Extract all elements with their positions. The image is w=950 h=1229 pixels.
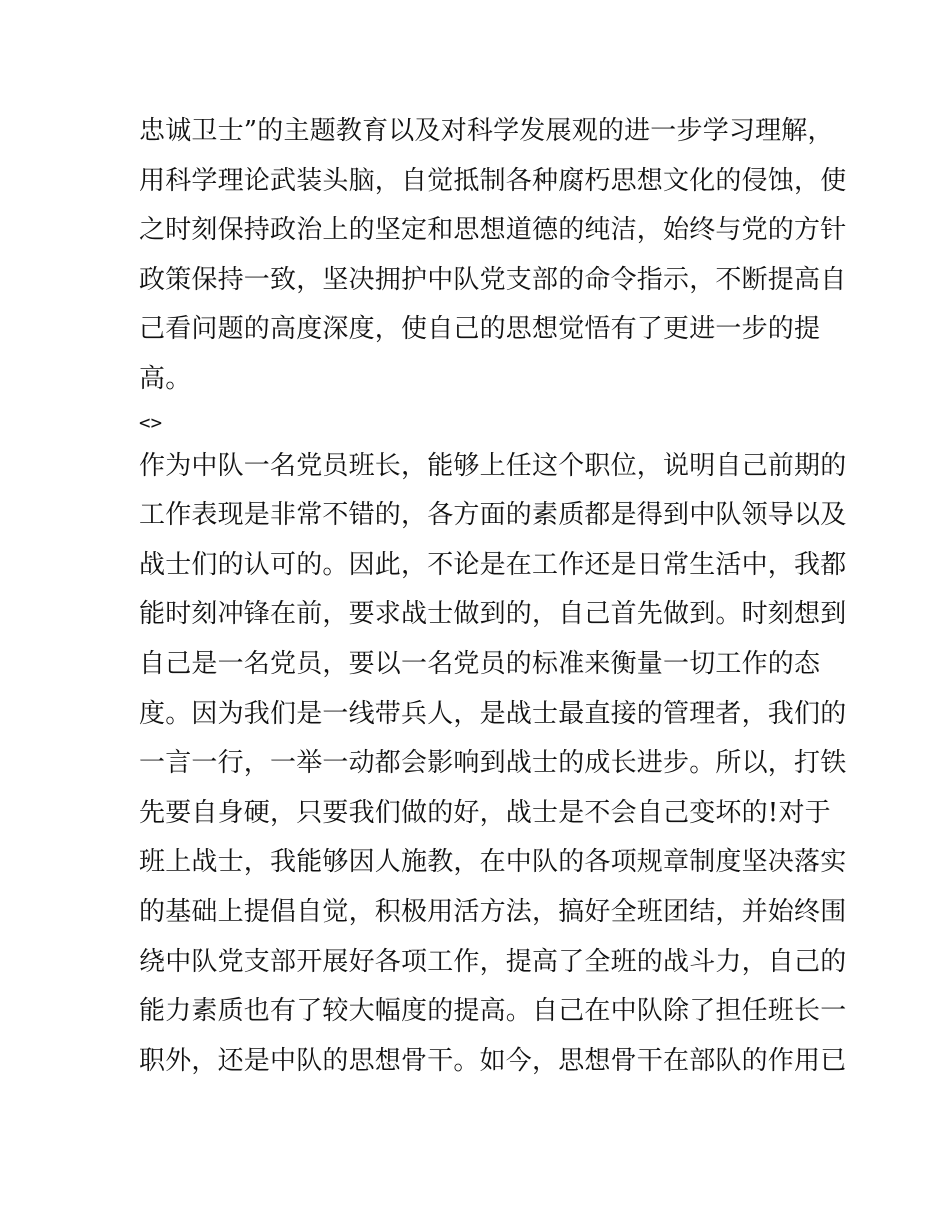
text-line: 作为中队一名党员班长，能够上任这个职位，说明自己前期的 <box>139 450 847 481</box>
text-line: 之时刻保持政治上的坚定和思想道德的纯洁，始终与党的方针 <box>139 215 847 246</box>
text-line: 职外，还是中队的思想骨干。如今，思想骨干在部队的作用已 <box>139 1045 847 1076</box>
text-line: 绕中队党支部开展好各项工作，提高了全班的战斗力，自己的 <box>139 946 847 977</box>
text-line: 度。因为我们是一线带兵人，是战士最直接的管理者，我们的 <box>139 698 847 729</box>
text-line: 工作表现是非常不错的，各方面的素质都是得到中队领导以及 <box>139 500 847 531</box>
text-line: 能力素质也有了较大幅度的提高。自己在中队除了担任班长一 <box>139 996 847 1027</box>
text-line: 政策保持一致，坚决拥护中队党支部的命令指示，不断提高自 <box>139 264 847 295</box>
text-line: 一言一行，一举一动都会影响到战士的成长进步。所以，打铁 <box>139 748 847 779</box>
text-line: 能时刻冲锋在前，要求战士做到的，自己首先做到。时刻想到 <box>139 599 847 630</box>
text-line: 高。 <box>139 363 192 394</box>
paragraph-2 <box>139 442 847 1087</box>
text-line: 先要自身硬，只要我们做的好，战士是不会自己变坏的!对于 <box>139 797 831 828</box>
text-line: 己看问题的高度深度，使自己的思想觉悟有了更进一步的提 <box>139 314 821 345</box>
text-line: 班上战士，我能够因人施教，在中队的各项规章制度坚决落实 <box>139 847 847 878</box>
paragraph-1 <box>139 107 847 405</box>
text-line: 自己是一名党员，要以一名党员的标准来衡量一切工作的态 <box>139 648 821 679</box>
text-line: 忠诚卫士”的主题教育以及对科学发展观的进一步学习理解， <box>139 116 834 146</box>
text-line: 用科学理论武装头脑，自觉抵制各种腐朽思想文化的侵蚀，使 <box>139 165 847 196</box>
text-line: 战士们的认可的。因此，不论是在工作还是日常生活中，我都 <box>139 549 847 580</box>
document-body <box>139 107 847 1086</box>
text-line: 的基础上提倡自觉，积极用活方法，搞好全班团结，并始终围 <box>139 896 847 927</box>
separator-mark: <> <box>139 411 163 434</box>
